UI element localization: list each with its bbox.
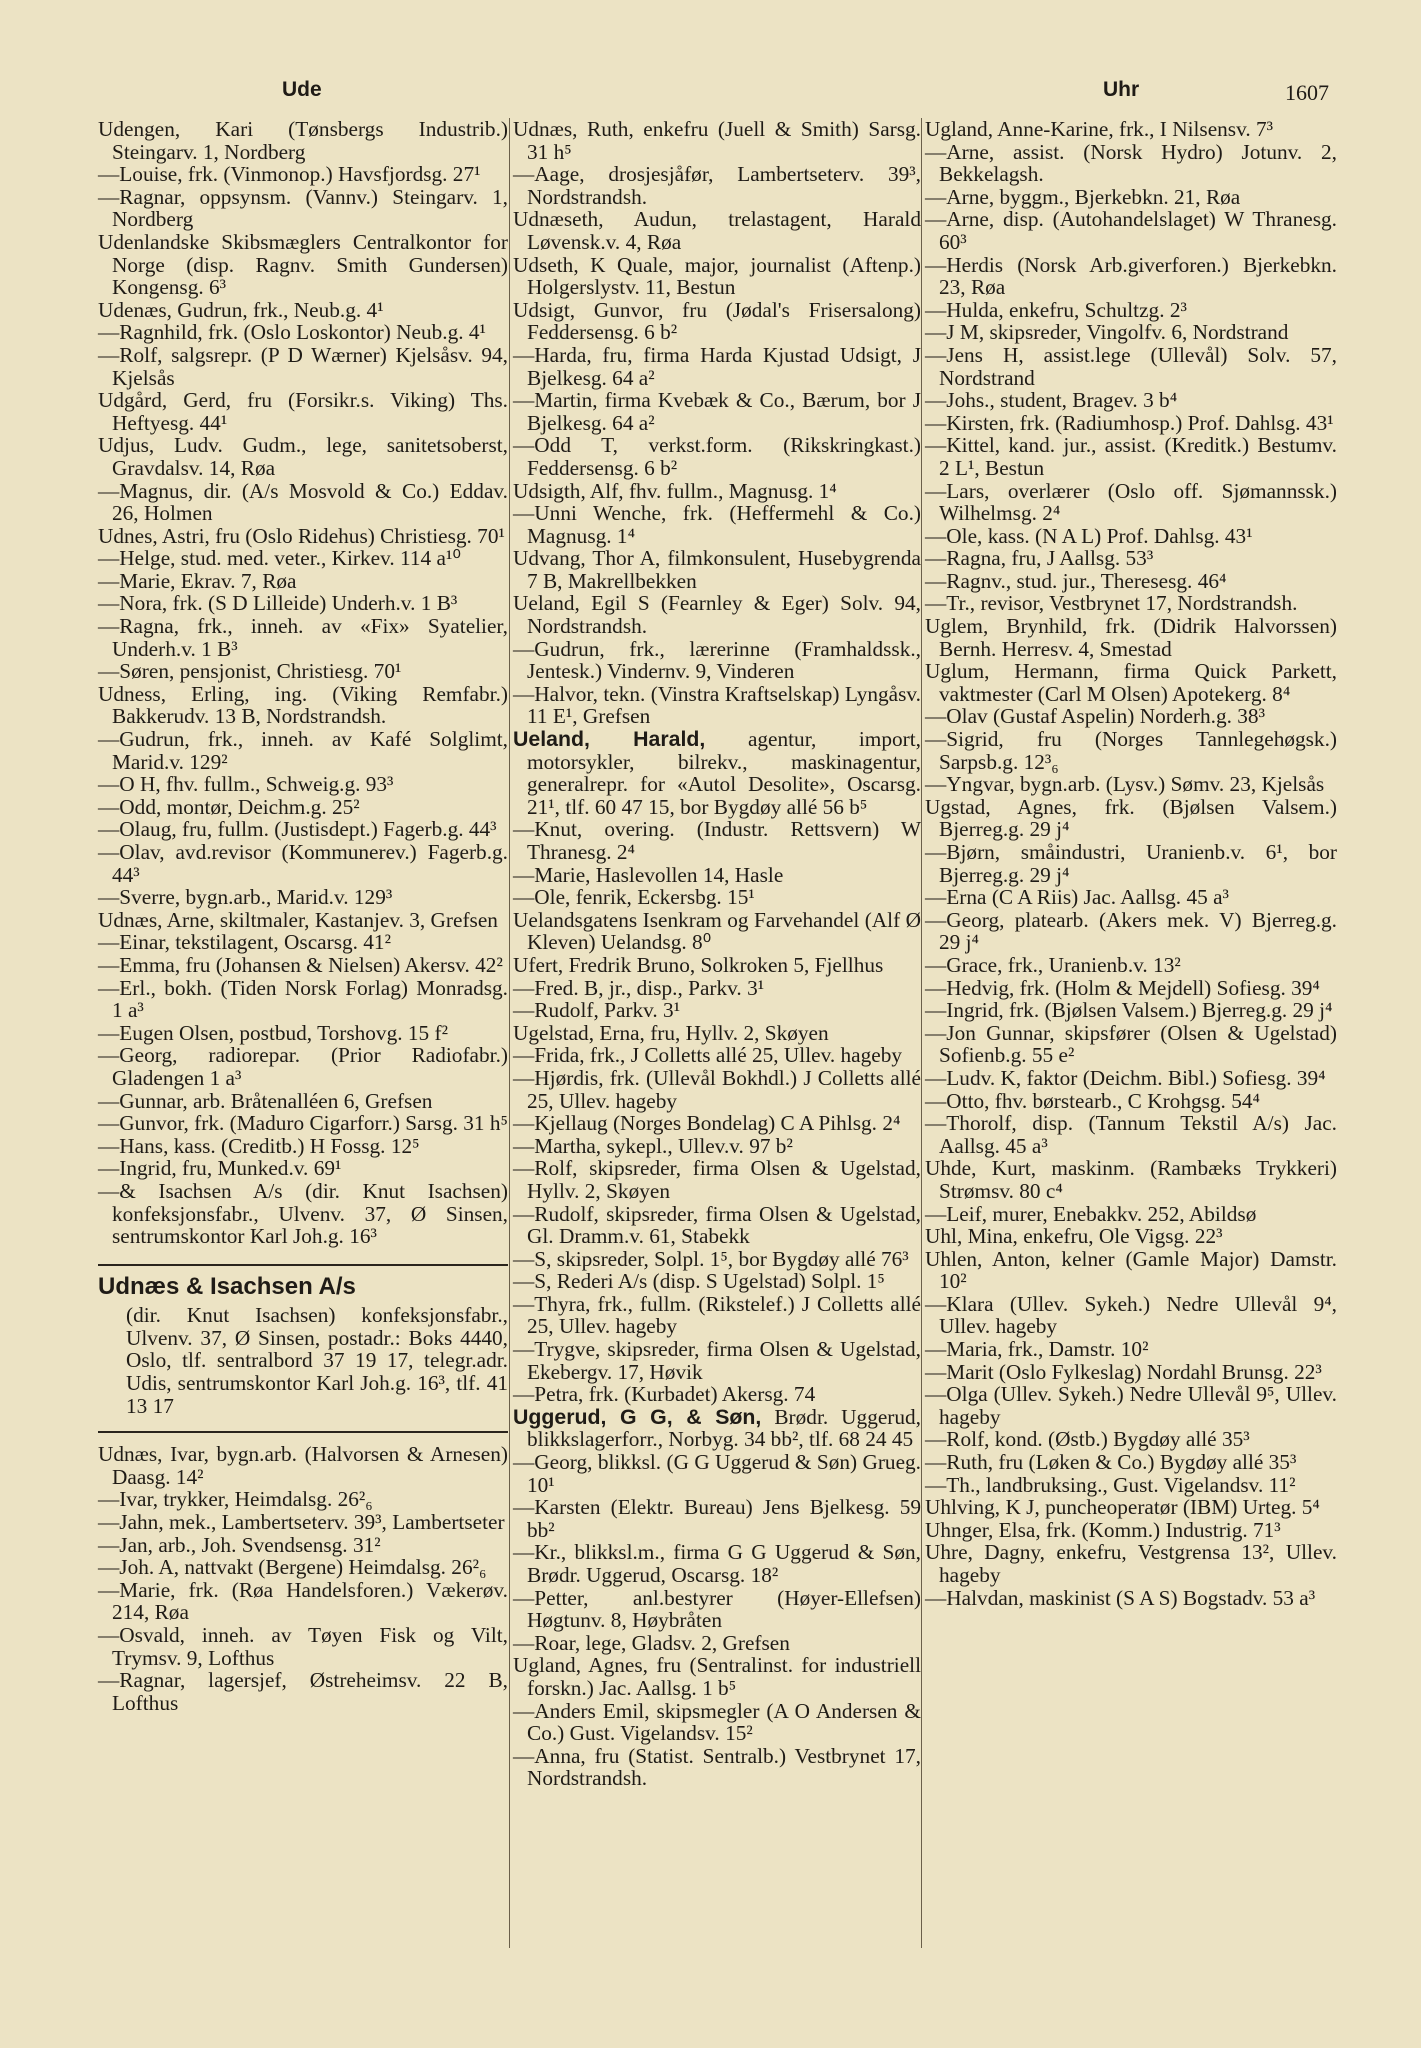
directory-entry: —Olga (Ullev. Sykeh.) Nedre Ullevål 9⁵, Ullev. hageby (925, 1382, 1337, 1429)
directory-entry: —Knut, overing. (Industr. Rettsvern) W Thranesg. 2⁴ (513, 817, 921, 864)
directory-entry: Udenlandske Skibsmæglers Centralkontor for Norge (disp. Ragnv. Smith Gundersen) Kongensg. 6³ (98, 229, 508, 300)
directory-entry: Uhnger, Elsa, frk. (Komm.) Industrig. 71³ (925, 1517, 1281, 1542)
directory-entry: Udjus, Ludv. Gudm., lege, sanitetsoberst, Gravdalsv. 14, Røa (98, 433, 508, 480)
running-head-right: Uhr (1103, 78, 1140, 101)
directory-entry: —Gudrun, frk., inneh. av Kafé Solglimt, Marid.v. 129² (98, 727, 508, 774)
directory-entry: —Kr., blikksl.m., firma G G Uggerud & Søn, Brødr. Uggerud, Oscarsg. 18² (513, 1540, 921, 1587)
directory-entry: —Martin, firma Kvebæk & Co., Bærum, bor J Bjelkesg. 64 a² (513, 388, 921, 435)
directory-entry: —Petter, anl.bestyrer (Høyer-Ellefsen) Høgtunv. 8, Høybråten (513, 1585, 921, 1633)
directory-entry: Uglem, Brynhild, frk. (Didrik Halvorssen) Bernh. Herresv. 4, Smestad (925, 614, 1337, 661)
directory-entry: —Louise, frk. (Vinmonop.) Havsfjordsg. 27¹ (98, 162, 481, 187)
directory-entry: Uelandsgatens Isenkram og Farvehandel (Alf Ø Kleven) Uelandsg. 8⁰ (513, 907, 921, 955)
directory-entry: —Thyra, frk., fullm. (Rikstelef.) J Colletts allé 25, Ullev. hageby (513, 1291, 921, 1339)
column-3-entries (925, 118, 1337, 1609)
directory-entry: —Joh. A, nattvakt (Bergene) Heimdalsg. 26²₆ (98, 1555, 487, 1580)
bold-entry-name: Uggerud, G G, & Søn, (513, 1404, 762, 1429)
directory-entry: —Hulda, enkefru, Schultzg. 2³ (925, 297, 1187, 322)
directory-entry: —Einar, tekstilagent, Oscarsg. 41² (98, 930, 391, 955)
directory-entry: —Ingrid, fru, Munked.v. 69¹ (98, 1156, 342, 1181)
column-1-entries-continued (98, 1443, 508, 1714)
directory-entry: Udengen, Kari (Tønsbergs Industrib.) Steingarv. 1, Nordberg (98, 117, 508, 164)
directory-entry: Uggerud, G G, & Søn, Brødr. Uggerud, blikkslagerforr., Norbyg. 34 bb², tlf. 68 24 45 (513, 1404, 922, 1452)
directory-entry: —Odd T, verkst.form. (Rikskringkast.) Feddersensg. 6 b² (513, 433, 921, 480)
directory-entry: Udness, Erling, ing. (Viking Remfabr.) Bakkerudv. 13 B, Nordstrandsh. (98, 681, 508, 729)
directory-entry: Udnæseth, Audun, trelastagent, Harald Løvensk.v. 4, Røa (513, 207, 921, 254)
directory-entry: —Sverre, bygn.arb., Marid.v. 129³ (98, 885, 393, 910)
directory-entry: —Johs., student, Bragev. 3 b⁴ (925, 388, 1178, 413)
directory-entry: —Sigrid, fru (Norges Tannlegehøgsk.) Sarpsb.g. 12³₆ (925, 727, 1337, 774)
directory-entry: —Ruth, fru (Løken & Co.) Bygdøy allé 35³ (925, 1450, 1297, 1475)
directory-entry: —O H, fhv. fullm., Schweig.g. 93³ (98, 772, 394, 797)
directory-entry: —Rolf, salgsrepr. (P D Wærner) Kjelsåsv. 94, Kjelsås (98, 342, 508, 390)
directory-entry: Udnes, Astri, fru (Oslo Ridehus) Christiesg. 70¹ (98, 523, 505, 548)
directory-entry: Udnæs, Ruth, enkefru (Juell & Smith) Sarsg. 31 h⁵ (513, 117, 921, 164)
directory-entry: —Ole, fenrik, Eckersbg. 15¹ (513, 885, 755, 910)
directory-entry: —Harda, fru, firma Harda Kjustad Udsigt, J Bjelkesg. 64 a² (513, 342, 921, 390)
directory-entry: —Lars, overlærer (Oslo off. Sjømannssk.) Wilhelmsg. 2⁴ (925, 478, 1337, 526)
directory-entry: Ugland, Anne-Karine, frk., I Nilsensv. 7³ (925, 117, 1274, 141)
directory-entry: —Th., landbruksing., Gust. Vigelandsv. 11² (925, 1472, 1296, 1497)
column-3 (925, 118, 1337, 1609)
directory-entry: —Ragnhild, frk. (Oslo Loskontor) Neub.g. 4¹ (98, 320, 486, 345)
directory-entry: —Karsten (Elektr. Bureau) Jens Bjelkesg. 59 bb² (513, 1495, 921, 1542)
directory-entry: —Olav, avd.revisor (Kommunerev.) Fagerb.g. 44³ (98, 840, 508, 887)
directory-entry: Udsigth, Alf, fhv. fullm., Magnusg. 1⁴ (513, 478, 837, 503)
directory-entry: —Odd, montør, Deichm.g. 25² (98, 794, 360, 819)
directory-entry: —Otto, fhv. børstearb., C Krohgsg. 54⁴ (925, 1088, 1260, 1113)
directory-entry: —Rudolf, Parkv. 3¹ (513, 998, 681, 1023)
column-2-entries (513, 118, 921, 1790)
page-number: 1607 (1285, 80, 1329, 105)
directory-entry: —Georg, platearb. (Akers mek. V) Bjerreg.g. 29 j⁴ (925, 907, 1337, 955)
directory-entry: —Ragna, fru, J Aallsg. 53³ (925, 546, 1154, 571)
directory-entry: Uhde, Kurt, maskinm. (Rambæks Trykkeri) Strømsv. 80 c⁴ (925, 1156, 1337, 1203)
directory-entry: Uhlving, K J, puncheoperatør (IBM) Urteg. 5⁴ (925, 1495, 1320, 1520)
directory-entry: —Gunvor, frk. (Maduro Cigarforr.) Sarsg. 31 h⁵ (98, 1111, 508, 1136)
directory-entry: —Thorolf, disp. (Tannum Tekstil A/s) Jac. Aallsg. 45 a³ (925, 1111, 1337, 1158)
directory-entry: —Fred. B, jr., disp., Parkv. 3¹ (513, 975, 765, 1000)
directory-entry: —Helge, stud. med. veter., Kirkev. 114 a¹⁰ (98, 546, 461, 571)
advertisement-block (98, 1264, 508, 1434)
directory-entry: —Marie, Haslevollen 14, Hasle (513, 862, 784, 887)
directory-entry: —Ragnar, oppsynsm. (Vannv.) Steingarv. 1, Nordberg (98, 184, 508, 232)
directory-entry: —Kjellaug (Norges Bondelag) C A Pihlsg. 2⁴ (513, 1111, 901, 1136)
directory-entry: Udnæs, Ivar, bygn.arb. (Halvorsen & Arnesen) Daasg. 14² (98, 1442, 508, 1489)
directory-entry: —Petra, frk. (Kurbadet) Akersg. 74 (513, 1382, 816, 1407)
directory-entry: —Ole, kass. (N A L) Prof. Dahlsg. 43¹ (925, 523, 1253, 548)
column-2 (513, 118, 921, 1790)
directory-entry: —& Isachsen A/s (dir. Knut Isachsen) konfeksjonsfabr., Ulvenv. 37, Ø Sinsen, sentrumskontor Karl Joh.g. 16³ (98, 1178, 508, 1249)
directory-entry: —Olaug, fru, fullm. (Justisdept.) Fagerb.g. 44³ (98, 817, 497, 842)
directory-entry: —Bjørn, småindustri, Uranienb.v. 6¹, bor Bjerreg.g. 29 j⁴ (925, 840, 1337, 887)
directory-entry: —Yngvar, bygn.arb. (Lysv.) Sømv. 23, Kjelsås (925, 772, 1325, 797)
directory-entry: —Eugen Olsen, postbud, Torshovg. 15 f² (98, 1020, 448, 1045)
bold-entry-name: Ueland, Harald, (513, 727, 706, 752)
directory-entry: Uhre, Dagny, enkefru, Vestgrensa 13², Ullev. hageby (925, 1540, 1337, 1587)
column-divider (921, 118, 922, 1948)
directory-entry: —Halvor, tekn. (Vinstra Kraftselskap) Lyngåsv. 11 E¹, Grefsen (513, 681, 921, 729)
directory-entry: —Magnus, dir. (A/s Mosvold & Co.) Eddav. 26, Holmen (98, 478, 508, 526)
directory-entry: Ueland, Egil S (Fearnley & Eger) Solv. 94, Nordstrandsh. (513, 591, 921, 639)
directory-entry: —Arne, byggm., Bjerkebkn. 21, Røa (925, 184, 1241, 209)
directory-entry: —Gudrun, frk., lærerinne (Framhaldssk., Jentesk.) Vindernv. 9, Vinderen (513, 636, 921, 684)
directory-entry: Ufert, Fredrik Bruno, Solkroken 5, Fjellhus (513, 952, 884, 977)
directory-entry: —Nora, frk. (S D Lilleide) Underh.v. 1 B³ (98, 591, 458, 616)
directory-entry: —Arne, assist. (Norsk Hydro) Jotunv. 2, Bekkelagsh. (925, 139, 1337, 187)
directory-entry: Ugstad, Agnes, frk. (Bjølsen Valsem.) Bjerreg.g. 29 j⁴ (925, 794, 1337, 842)
directory-entry: —Trygve, skipsreder, firma Olsen & Ugelstad, Ekebergv. 17, Høvik (513, 1337, 921, 1384)
directory-entry: Udseth, K Quale, major, journalist (Aftenp.) Holgerslystv. 11, Bestun (513, 252, 921, 300)
directory-entry: —Olav (Gustaf Aspelin) Norderh.g. 38³ (925, 704, 1265, 729)
directory-entry: —Georg, blikksl. (G G Uggerud & Søn) Grueg. 10¹ (513, 1450, 921, 1497)
directory-entry: Udsigt, Gunvor, fru (Jødal's Frisersalong) Feddersensg. 6 b² (513, 297, 921, 345)
directory-entry: —Kirsten, frk. (Radiumhosp.) Prof. Dahlsg. 43¹ (925, 410, 1334, 435)
directory-entry: —Tr., revisor, Vestbrynet 17, Nordstrandsh. (925, 591, 1298, 616)
directory-entry: —Frida, frk., J Colletts allé 25, Ullev. hageby (513, 1043, 902, 1068)
directory-entry: Uhl, Mina, enkefru, Ole Vigsg. 22³ (925, 1224, 1223, 1249)
directory-entry: —Gunnar, arb. Bråtenalléen 6, Grefsen (98, 1088, 433, 1113)
directory-entry: —Aage, drosjesjåfør, Lambertseterv. 39³, Nordstrandsh. (513, 162, 921, 209)
directory-entry: Udgård, Gerd, fru (Forsikr.s. Viking) Ths. Heftyesg. 44¹ (98, 388, 508, 435)
directory-entry: —Erna (C A Riis) Jac. Aallsg. 45 a³ (925, 885, 1229, 910)
directory-entry: —Rudolf, skipsreder, firma Olsen & Ugelstad, Gl. Dramm.v. 61, Stabekk (513, 1201, 921, 1249)
directory-entry: —Ragnv., stud. jur., Theresesg. 46⁴ (925, 568, 1227, 593)
directory-entry: —Erl., bokh. (Tiden Norsk Forlag) Monradsg. 1 a³ (98, 975, 508, 1023)
directory-entry: Uglum, Hermann, firma Quick Parkett, vaktmester (Carl M Olsen) Apotekerg. 8⁴ (925, 659, 1337, 706)
directory-entry: —Ludv. K, faktor (Deichm. Bibl.) Sofiesg. 39⁴ (925, 1065, 1326, 1090)
directory-entry: Ugelstad, Erna, fru, Hyllv. 2, Skøyen (513, 1020, 829, 1045)
directory-entry: —Ragnar, lagersjef, Østreheimsv. 22 B, Lofthus (98, 1668, 508, 1715)
directory-entry: —Hedvig, frk. (Holm & Mejdell) Sofiesg. 39⁴ (925, 975, 1320, 1000)
directory-entry: Udenæs, Gudrun, frk., Neub.g. 4¹ (98, 297, 384, 322)
directory-entry: —Jon Gunnar, skipsfører (Olsen & Ugelstad) Sofienb.g. 55 e² (925, 1020, 1337, 1068)
column-1-entries (98, 118, 508, 1248)
directory-entry: —Georg, radiorepar. (Prior Radiofabr.) Gladengen 1 a³ (98, 1043, 508, 1090)
directory-entry: —Marie, Ekrav. 7, Røa (98, 568, 297, 593)
directory-entry: —Halvdan, maskinist (S A S) Bogstadv. 53 a³ (925, 1585, 1316, 1610)
directory-entry: Udvang, Thor A, filmkonsulent, Husebygrenda 7 B, Makrellbekken (513, 546, 921, 593)
directory-entry: —Osvald, inneh. av Tøyen Fisk og Vilt, Trymsv. 9, Lofthus (98, 1623, 508, 1670)
directory-entry: —Rolf, skipsreder, firma Olsen & Ugelstad, Hyllv. 2, Skøyen (513, 1156, 921, 1203)
directory-entry: —Anders Emil, skipsmegler (A O Andersen & Co.) Gust. Vigelandsv. 15² (513, 1698, 921, 1746)
directory-entry: —Klara (Ullev. Sykeh.) Nedre Ullevål 9⁴, Ullev. hageby (925, 1291, 1337, 1339)
directory-entry: —Søren, pensjonist, Christiesg. 70¹ (98, 659, 402, 684)
directory-entry: —Marit (Oslo Fylkeslag) Nordahl Brunsg. 22³ (925, 1359, 1322, 1384)
directory-entry: —S, skipsreder, Solpl. 1⁵, bor Bygdøy allé 76³ (513, 1246, 909, 1271)
directory-entry: —J M, skipsreder, Vingolfv. 6, Nordstrand (925, 320, 1289, 345)
directory-entry: —Jahn, mek., Lambertseterv. 39³, Lambertseter (98, 1510, 505, 1535)
directory-entry: —Martha, sykepl., Ullev.v. 97 b² (513, 1133, 793, 1158)
directory-entry: —S, Rederi A/s (disp. S Ugelstad) Solpl. 1⁵ (513, 1269, 885, 1294)
ad-title: Udnæs & Isachsen A/s (98, 1272, 356, 1300)
directory-entry: —Jens H, assist.lege (Ullevål) Solv. 57, Nordstrand (925, 342, 1337, 390)
directory-entry: —Arne, disp. (Autohandelslaget) W Thranesg. 60³ (925, 207, 1337, 254)
directory-entry: —Rolf, kond. (Østb.) Bygdøy allé 35³ (925, 1427, 1250, 1452)
directory-entry: —Emma, fru (Johansen & Nielsen) Akersv. 42² (98, 952, 503, 977)
directory-entry: —Leif, murer, Enebakkv. 252, Abildsø (925, 1201, 1257, 1226)
ad-body: (dir. Knut Isachsen) konfeksjonsfabr., Ulvenv. 37, Ø Sinsen, postadr.: Boks 4440, Oslo, tlf. sentralbord 37 19 17, telegr.adr. Udis, sentrumskontor Karl Joh.g. 16³, tlf. 41 13 17 (126, 1303, 508, 1418)
directory-entry: —Ivar, trykker, Heimdalsg. 26²₆ (98, 1487, 373, 1512)
directory-entry: —Maria, frk., Damstr. 10² (925, 1337, 1149, 1362)
directory-entry: —Herdis (Norsk Arb.giverforen.) Bjerkebkn. 23, Røa (925, 252, 1337, 300)
directory-entry: Udnæs, Arne, skiltmaler, Kastanjev. 3, Grefsen (98, 907, 498, 932)
directory-entry: Ugland, Agnes, fru (Sentralinst. for industriell forskn.) Jac. Aallsg. 1 b⁵ (513, 1653, 921, 1700)
running-head-left: Ude (282, 78, 322, 101)
directory-entry: —Marie, frk. (Røa Handelsforen.) Vækerøv. 214, Røa (98, 1577, 508, 1625)
directory-entry: —Ragna, frk., inneh. av «Fix» Syatelier, Underh.v. 1 B³ (98, 614, 508, 661)
directory-entry: —Roar, lege, Gladsv. 2, Grefsen (513, 1630, 790, 1655)
directory-entry: —Grace, frk., Uranienb.v. 13² (925, 952, 1181, 977)
directory-entry: —Anna, fru (Statist. Sentralb.) Vestbrynet 17, Nordstrandsh. (513, 1743, 921, 1791)
directory-entry: —Hans, kass. (Creditb.) H Fossg. 12⁵ (98, 1133, 420, 1158)
directory-entry: Ueland, Harald, agentur, import, motorsykler, bilrekv., maskinagentur, generalrepr. for «Autol Desolite», Oscarsg. 21¹, tlf. 60 47 15, bor Bygdøy allé 56 b⁵ (513, 727, 921, 819)
column-1 (98, 118, 508, 1714)
directory-entry: —Kittel, kand. jur., assist. (Kreditk.) Bestumv. 2 L¹, Bestun (925, 433, 1337, 480)
directory-entry: —Jan, arb., Joh. Svendsensg. 31² (98, 1532, 381, 1557)
directory-entry: —Ingrid, frk. (Bjølsen Valsem.) Bjerreg.g. 29 j⁴ (925, 998, 1333, 1023)
directory-entry: —Unni Wenche, frk. (Heffermehl & Co.) Magnusg. 1⁴ (513, 501, 921, 548)
column-divider (509, 118, 510, 1948)
directory-entry: Uhlen, Anton, kelner (Gamle Major) Damstr. 10² (925, 1246, 1337, 1294)
directory-entry: —Hjørdis, frk. (Ullevål Bokhdl.) J Colletts allé 25, Ullev. hageby (513, 1065, 921, 1113)
